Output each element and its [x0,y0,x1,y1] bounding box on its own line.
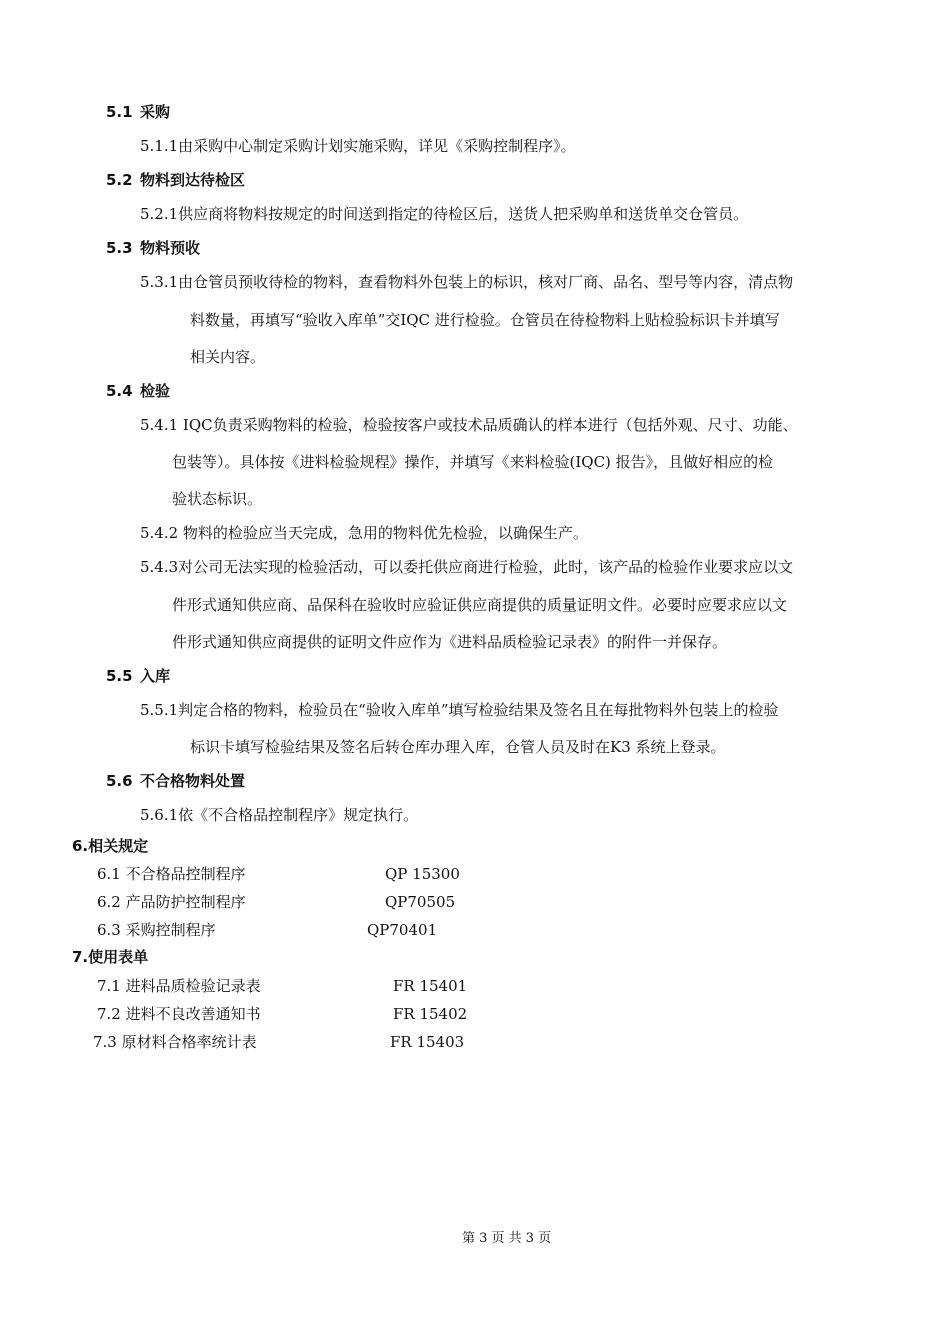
heading-5-4: 5.4 检验 [106,382,171,400]
list-item-6-2-label: 6.2 产品防护控制程序 [97,893,246,911]
list-item-7-2-code: FR 15402 [393,1005,468,1023]
list-item-7-2-label: 7.2 进料不良改善通知书 [97,1005,261,1023]
para-5-4-3-line1: 5.4.3对公司无法实现的检验活动，可以委托供应商进行检验，此时，该产品的检验作业要求应以文 [140,558,794,576]
para-5-3-1-line2: 料数量，再填写“验收入库单”交IQC 进行检验。仓管员在待检物料上贴检验标识卡并填写 [190,311,780,329]
list-item-7-1-label: 7.1 进料品质检验记录表 [97,977,261,995]
para-5-4-1-line2: 包装等）。具体按《进料检验规程》操作，并填写《来料检验(IQC) 报告》，且做好相应的检 [172,453,774,471]
heading-5-3: 5.3 物料预收 [106,239,201,257]
para-5-3-1-line3: 相关内容。 [190,348,266,366]
para-5-5-1-line2: 标识卡填写检验结果及签名后转仓库办理入库，仓管人员及时在K3 系统上登录。 [190,738,726,756]
heading-7: 7.使用表单 [72,948,149,966]
heading-5-1: 5.1 采购 [106,103,171,121]
para-5-4-2: 5.4.2 物料的检验应当天完成，急用的物料优先检验，以确保生产。 [140,524,588,542]
para-5-3-1-line1: 5.3.1由仓管员预收待检的物料，查看物料外包装上的标识，核对厂商、品名、型号等内容，清点物 [140,273,794,291]
heading-5-5: 5.5 入库 [106,667,171,685]
heading-6: 6.相关规定 [72,837,149,855]
para-5-4-1-line1: 5.4.1 IQC负责采购物料的检验，检验按客户或技术品质确认的样本进行（包括外观、尺寸、功能、 [140,416,798,434]
para-5-1-1: 5.1.1由采购中心制定采购计划实施采购，详见《采购控制程序》。 [140,137,576,155]
heading-5-6: 5.6 不合格物料处置 [106,772,246,790]
para-5-4-1-line3: 验状态标识。 [172,490,263,508]
list-item-7-3-label: 7.3 原材料合格率统计表 [93,1033,257,1051]
list-item-6-2-code: QP70505 [385,893,456,911]
heading-5-2: 5.2 物料到达待检区 [106,171,246,189]
list-item-6-3-code: QP70401 [367,921,438,939]
para-5-2-1: 5.2.1供应商将物料按规定的时间送到指定的待检区后，送货人把采购单和送货单交仓管员。 [140,205,749,223]
para-5-5-1-line1: 5.5.1判定合格的物料，检验员在“验收入库单”填写检验结果及签名且在每批物料外包装上的检验 [140,701,779,719]
list-item-7-3-code: FR 15403 [390,1033,465,1051]
list-item-7-1-code: FR 15401 [393,977,468,995]
list-item-6-1-code: QP 15300 [385,865,460,883]
para-5-6-1: 5.6.1依《不合格品控制程序》规定执行。 [140,806,419,824]
list-item-6-1-label: 6.1 不合格品控制程序 [97,865,246,883]
list-item-6-3-label: 6.3 采购控制程序 [97,921,216,939]
para-5-4-3-line2: 件形式通知供应商、品保科在验收时应验证供应商提供的质量证明文件。必要时应要求应以文 [172,596,788,614]
page-footer: 第 3 页 共 3 页 [462,1231,552,1246]
para-5-4-3-line3: 件形式通知供应商提供的证明文件应作为《进料品质检验记录表》的附件一并保存。 [172,633,728,651]
